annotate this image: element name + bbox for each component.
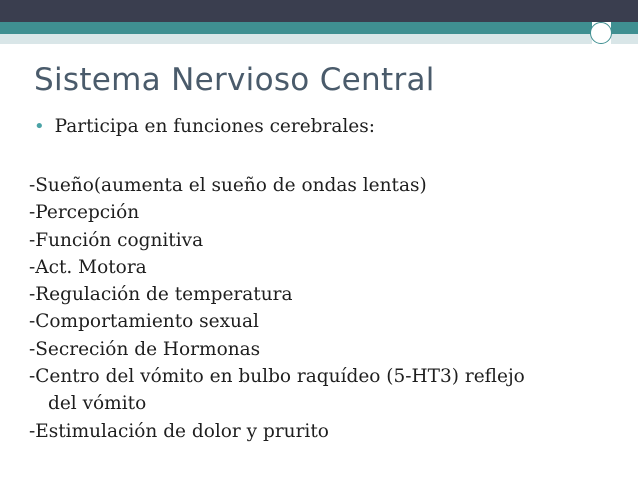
- list-item-continuation: del vómito: [48, 393, 147, 415]
- header-teal-bar: [0, 22, 592, 34]
- header-circle-ornament: [590, 22, 612, 44]
- bullet-text: Participa en funciones cerebrales:: [54, 116, 375, 137]
- header-light-bar-right: [611, 34, 638, 44]
- list-item: -Secreción de Hormonas: [29, 338, 261, 360]
- header-teal-bar-right: [611, 22, 638, 34]
- list-item: -Comportamiento sexual: [29, 311, 259, 333]
- function-list: [29, 172, 525, 445]
- bullet-icon: •: [34, 116, 45, 137]
- header-light-bar: [0, 34, 592, 44]
- list-item: -Percepción: [29, 202, 140, 224]
- header-dark-bar: [0, 0, 638, 22]
- list-item: -Función cognitiva: [29, 229, 204, 251]
- list-item: -Sueño(aumenta el sueño de ondas lentas): [29, 175, 427, 196]
- list-item: -Regulación de temperatura: [29, 284, 293, 306]
- slide-title: Sistema Nervioso Central: [34, 62, 435, 98]
- bullet-item: [34, 116, 375, 137]
- list-item: -Centro del vómito en bulbo raquídeo (5-HT3) reflejo: [29, 366, 525, 388]
- list-item: -Estimulación de dolor y prurito: [29, 420, 329, 442]
- list-item: -Act. Motora: [29, 256, 147, 278]
